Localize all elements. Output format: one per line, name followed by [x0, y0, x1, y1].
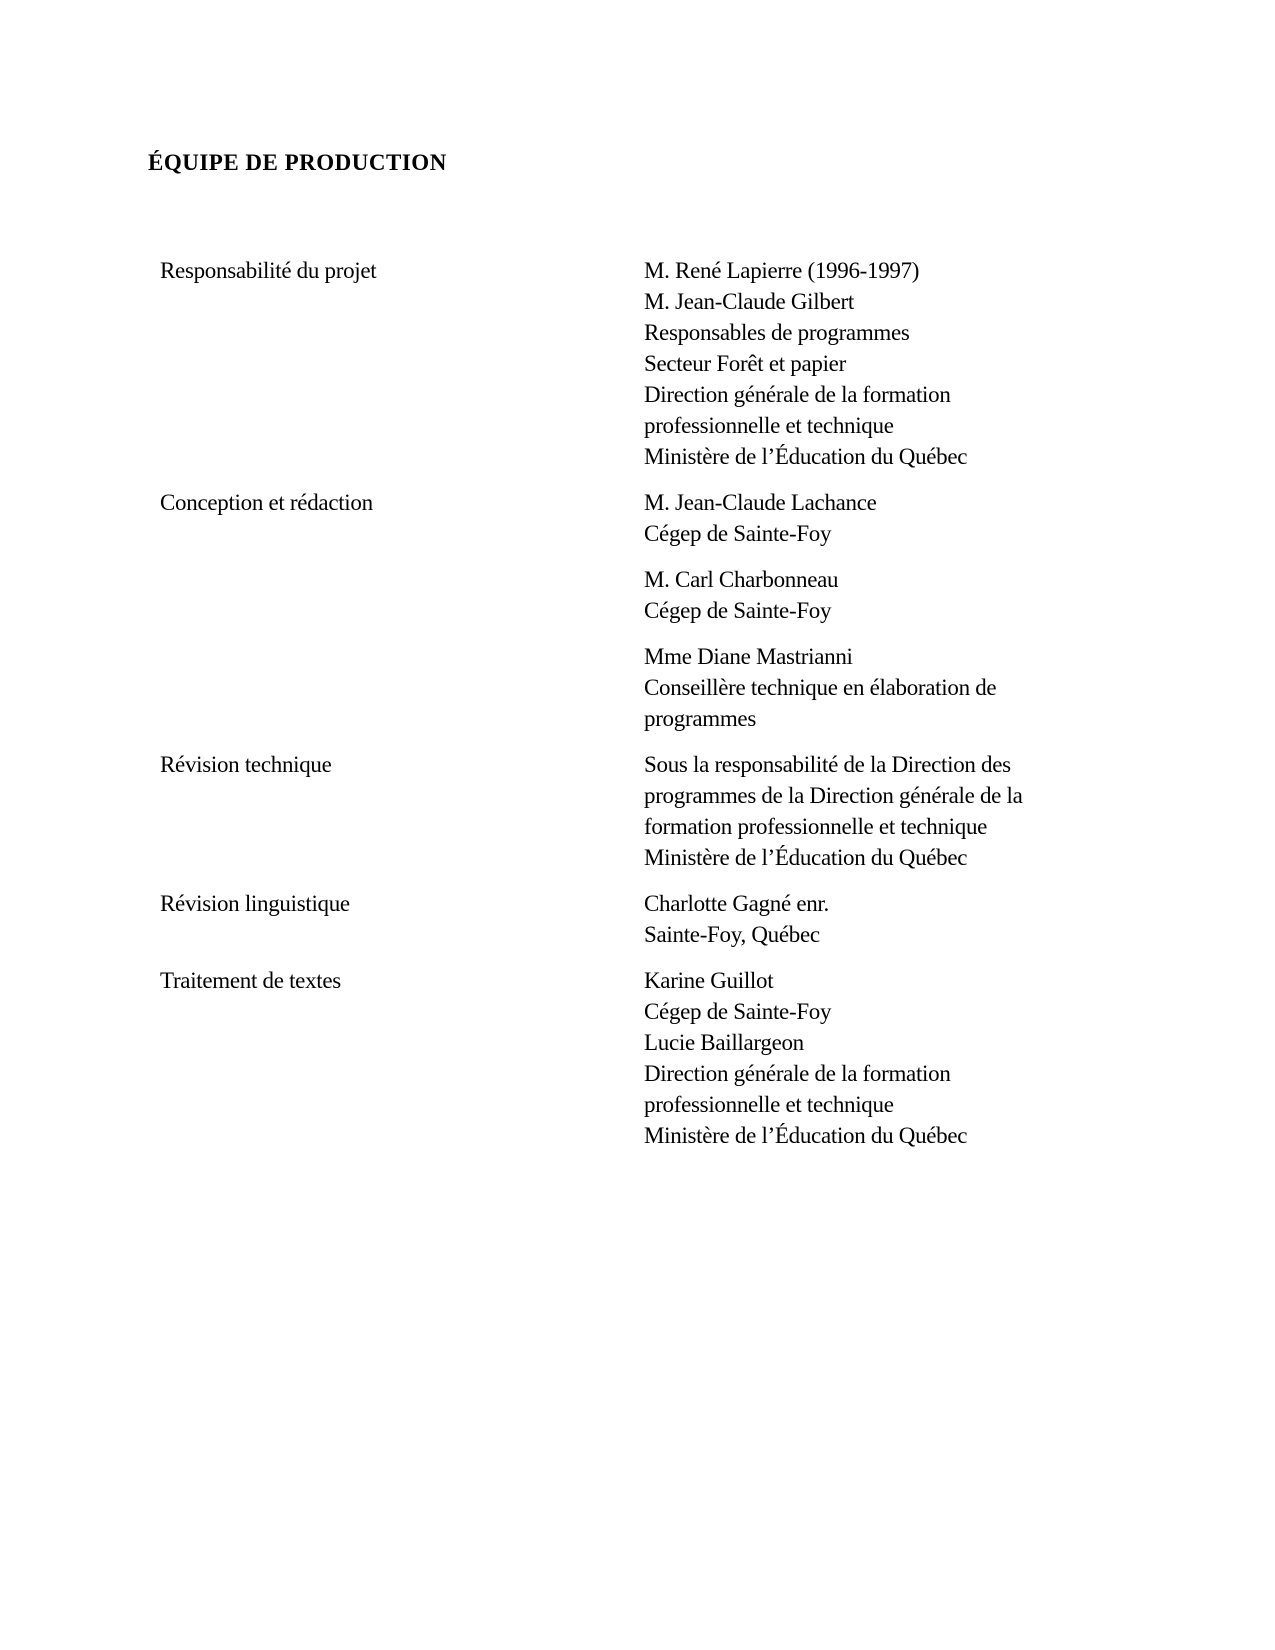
credit-entry [644, 888, 1120, 950]
credit-entry [644, 564, 1120, 626]
credit-line: Ministère de l’Éducation du Québec [644, 444, 968, 469]
page-title: ÉQUIPE DE PRODUCTION [148, 150, 447, 175]
credit-line: Karine Guillot [644, 968, 774, 993]
credit-line: Ministère de l’Éducation du Québec [644, 845, 968, 870]
credit-role: Révision linguistique [160, 891, 350, 916]
credit-role: Responsabilité du projet [160, 258, 377, 283]
credit-line: M. Jean-Claude Gilbert [644, 289, 854, 314]
credit-role: Traitement de textes [160, 968, 341, 993]
credit-line: professionnelle et technique [644, 413, 894, 438]
credit-line: Cégep de Sainte-Foy [644, 521, 832, 546]
credit-row [160, 965, 1120, 1166]
credit-line: Mme Diane Mastrianni [644, 644, 853, 669]
credit-line: M. Jean-Claude Lachance [644, 490, 877, 515]
credit-row [160, 255, 1120, 487]
credit-line: programmes de la Direction générale de la [644, 783, 1023, 808]
credit-line: Direction générale de la formation [644, 1061, 951, 1086]
credit-entry [644, 749, 1120, 873]
credit-line: M. René Lapierre (1996-1997) [644, 258, 920, 283]
credit-line: Responsables de programmes [644, 320, 910, 345]
credit-details [644, 255, 1120, 487]
credit-line: Secteur Forêt et papier [644, 351, 846, 376]
credit-line: M. Carl Charbonneau [644, 567, 839, 592]
credit-row [160, 487, 1120, 749]
credit-details [644, 888, 1120, 965]
credit-row [160, 749, 1120, 888]
credit-entry [644, 487, 1120, 549]
credit-line: Ministère de l’Éducation du Québec [644, 1123, 968, 1148]
credit-entry [644, 641, 1120, 734]
credit-line: Charlotte Gagné enr. [644, 891, 829, 916]
credit-line: Direction générale de la formation [644, 382, 951, 407]
credit-line: Sainte-Foy, Québec [644, 922, 820, 947]
credit-line: Lucie Baillargeon [644, 1030, 804, 1055]
credit-line: Cégep de Sainte-Foy [644, 598, 832, 623]
credit-role: Révision technique [160, 752, 332, 777]
credit-entry [644, 965, 1120, 1151]
credit-entry [644, 255, 1120, 472]
credit-line: formation professionnelle et technique [644, 814, 988, 839]
credits-table [160, 255, 1120, 1166]
credit-role: Conception et rédaction [160, 490, 373, 515]
credit-line: Sous la responsabilité de la Direction des [644, 752, 1011, 777]
credit-details [644, 487, 1120, 749]
credit-line: Cégep de Sainte-Foy [644, 999, 832, 1024]
credit-line: professionnelle et technique [644, 1092, 894, 1117]
credit-line: programmes [644, 706, 756, 731]
credit-details [644, 965, 1120, 1166]
credit-details [644, 749, 1120, 888]
credit-line: Conseillère technique en élaboration de [644, 675, 997, 700]
credit-row [160, 888, 1120, 965]
